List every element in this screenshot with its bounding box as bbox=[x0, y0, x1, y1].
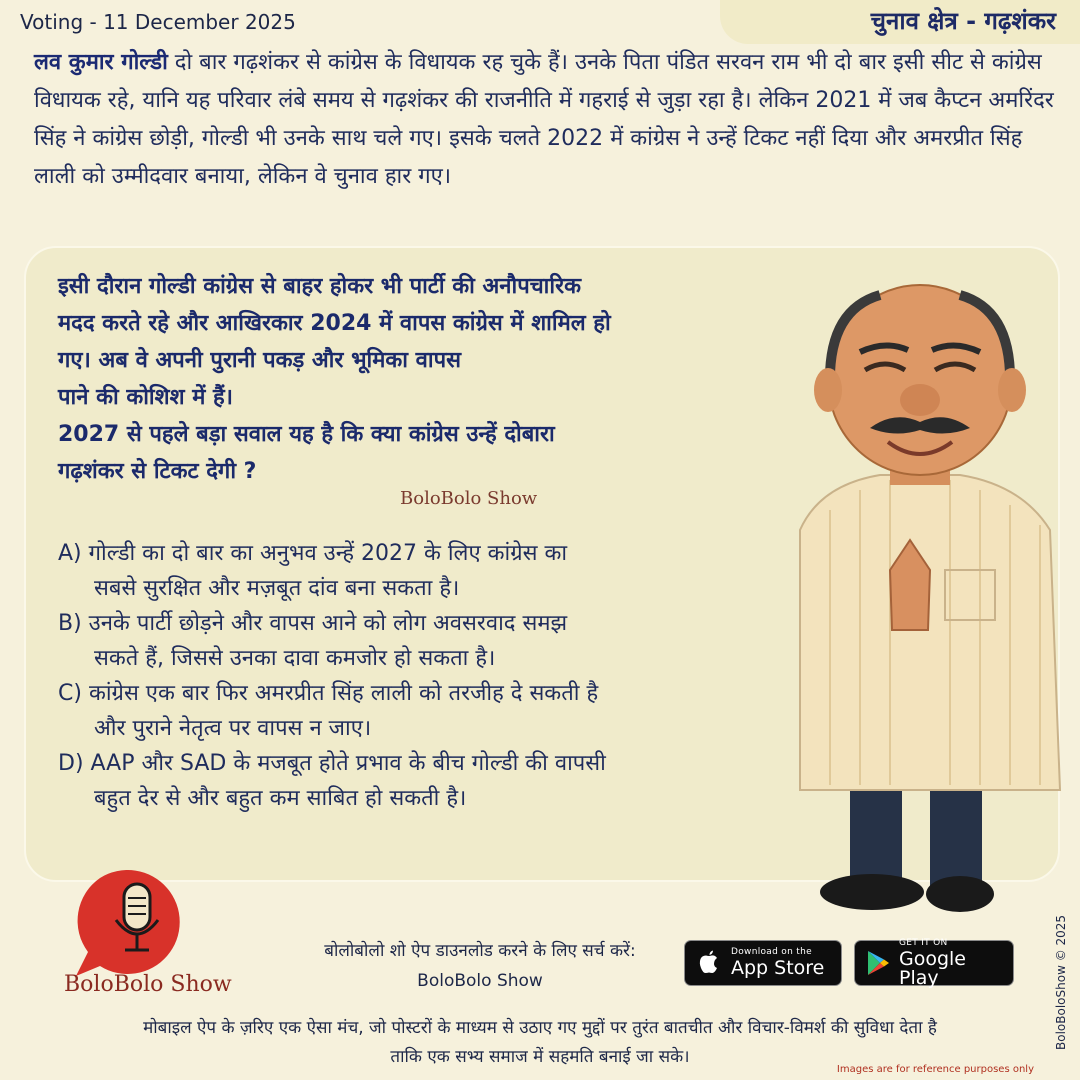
option-c[interactable] bbox=[58, 676, 758, 746]
trouser-left bbox=[850, 780, 902, 890]
question-line: पाने की कोशिश में हैं। bbox=[58, 385, 234, 410]
ear-left bbox=[814, 368, 842, 412]
app-prompt-line: बोलोबोलो शो ऐप डाउनलोड करने के लिए सर्च करें: bbox=[324, 941, 636, 961]
intro-text: दो बार गढ़शंकर से कांग्रेस के विधायक रह चुके हैं। उनके पिता पंडित सरवन राम भी दो बार इसी सीट से कांग्रेस विधायक रहे, यानि यह परिवार लंबे समय से गढ़शंकर की राजनीति में गहराई से जुड़ा रहा है। लेकिन 2021 में जब कैप्टन अमरिंदर सिंह ने कांग्रेस छोड़ी, गोल्डी भी उनके साथ चले गए। इसके चलते 2022 में कांग्रेस ने उन्हें टिकट नहीं दिया और अमरप्रीत सिंह लाली को उम्मीदवार बनाया, लेकिन वे चुनाव हार गए। bbox=[34, 50, 1054, 189]
app-store-button[interactable] bbox=[684, 940, 842, 986]
app-store-small-label: Download on the bbox=[731, 947, 812, 957]
trouser-right bbox=[930, 780, 982, 890]
footer-line: ताकि एक सभ्य समाज में सहमति बनाई जा सके। bbox=[390, 1047, 690, 1067]
option-b[interactable] bbox=[58, 606, 758, 676]
app-store-label: App Store bbox=[731, 957, 825, 979]
question-line: 2027 से पहले बड़ा सवाल यह है कि क्या कांग्रेस उन्हें दोबारा bbox=[58, 422, 555, 447]
question-line: गढ़शंकर से टिकट देगी ? bbox=[58, 459, 257, 484]
google-play-icon bbox=[865, 949, 891, 977]
question-line: गए। अब वे अपनी पुरानी पकड़ और भूमिका वापस bbox=[58, 348, 461, 373]
kurta bbox=[800, 475, 1060, 790]
option-line: C) कांग्रेस एक बार फिर अमरप्रीत सिंह लाली को तरजीह दे सकती है bbox=[58, 681, 599, 706]
google-play-label: Google Play bbox=[899, 947, 967, 989]
option-line: D) AAP और SAD के मजबूत होते प्रभाव के बीच गोल्डी की वापसी bbox=[58, 751, 606, 776]
question-line: इसी दौरान गोल्डी कांग्रेस से बाहर होकर भी पार्टी की अनौपचारिक bbox=[58, 274, 581, 299]
option-a[interactable] bbox=[58, 536, 758, 606]
watermark-text: BoloBolo Show bbox=[400, 488, 538, 509]
google-play-button[interactable] bbox=[854, 937, 1014, 989]
answer-options bbox=[58, 536, 758, 816]
candidate-portrait bbox=[760, 270, 1080, 930]
footer-line: मोबाइल ऐप के ज़रिए एक ऐसा मंच, जो पोस्टरों के माध्यम से उठाए गए मुद्दों पर तुरंत बातचीत और विचार-विमर्श की सुविधा देता है bbox=[143, 1018, 937, 1038]
disclaimer-text: Images are for reference purposes only bbox=[836, 1064, 1034, 1075]
ear-right bbox=[998, 368, 1026, 412]
option-line: और पुराने नेतृत्व पर वापस न जाए। bbox=[94, 716, 372, 741]
constituency-title: चुनाव क्षेत्र - गढ़शंकर bbox=[870, 7, 1056, 35]
question-line: मदद करते रहे और आखिरकार 2024 में वापस कांग्रेस में शामिल हो bbox=[58, 311, 611, 336]
shoe-right bbox=[926, 876, 994, 912]
option-line: सबसे सुरक्षित और मज़बूत दांव बना सकता है। bbox=[94, 576, 460, 601]
question-text bbox=[58, 268, 788, 490]
candidate-name: लव कुमार गोल्डी bbox=[34, 50, 168, 75]
logo-text: BoloBolo Show bbox=[64, 972, 232, 997]
option-d[interactable] bbox=[58, 746, 758, 816]
voting-date: Voting - 11 December 2025 bbox=[20, 10, 296, 34]
google-play-small-label: GET IT ON bbox=[899, 937, 948, 948]
apple-icon bbox=[695, 949, 723, 977]
option-line: बहुत देर से और बहुत कम साबित हो सकती है। bbox=[94, 786, 467, 811]
copyright-text: BoloBoloShow © 2025 bbox=[1054, 914, 1068, 1050]
app-download-prompt bbox=[290, 936, 670, 996]
nose bbox=[900, 384, 940, 416]
option-line: A) गोल्डी का दो बार का अनुभव उन्हें 2027 के लिए कांग्रेस का bbox=[58, 541, 568, 566]
option-line: सकते हैं, जिससे उनका दावा कमजोर हो सकता है। bbox=[94, 646, 496, 671]
shoe-left bbox=[820, 874, 924, 910]
app-search-term: BoloBolo Show bbox=[417, 971, 543, 991]
intro-paragraph bbox=[34, 44, 1054, 196]
option-line: B) उनके पार्टी छोड़ने और वापस आने को लोग अवसरवाद समझ bbox=[58, 611, 568, 636]
